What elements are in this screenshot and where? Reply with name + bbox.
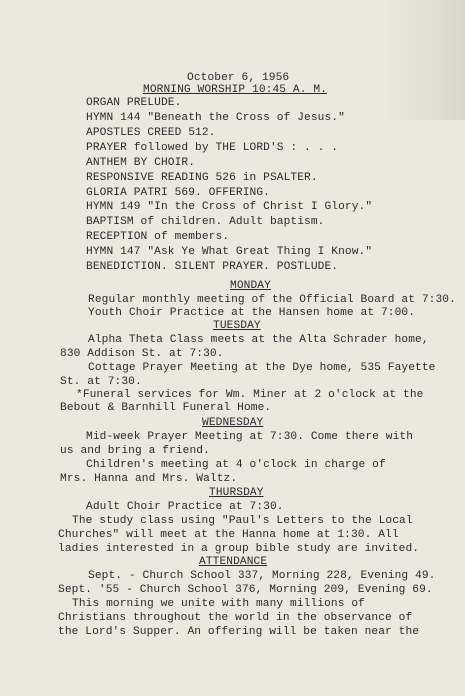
worship-item: HYMN 144 "Beneath the Cross of Jesus.": [86, 112, 345, 124]
worship-item: HYMN 147 "Ask Ye What Great Thing I Know.": [86, 246, 373, 258]
tuesday-line: St. at 7:30.: [60, 376, 142, 388]
tuesday-line: Bebout & Barnhill Funeral Home.: [60, 402, 272, 414]
worship-item: ORGAN PRELUDE.: [86, 97, 182, 109]
thursday-line: ladies interested in a group bible study are invited.: [58, 543, 420, 555]
worship-item: RESPONSIVE READING 526 in PSALTER.: [86, 172, 318, 184]
thursday-line: The study class using "Paul's Letters to the Local: [72, 515, 413, 527]
worship-item: RECEPTION of members.: [86, 231, 230, 243]
worship-item: BAPTISM of children. Adult baptism.: [86, 216, 325, 228]
worship-item: PRAYER followed by THE LORD'S : . . .: [86, 142, 339, 154]
attendance-line: the Lord's Supper. An offering will be taken near the: [58, 626, 420, 638]
wednesday-line: Mrs. Hanna and Mrs. Waltz.: [60, 473, 238, 485]
tuesday-line: Cottage Prayer Meeting at the Dye home, 535 Fayette: [88, 362, 436, 374]
worship-item: APOSTLES CREED 512.: [86, 127, 216, 139]
bleed-through-shadow: [385, 0, 465, 120]
monday-line: Regular monthly meeting of the Official Board at 7:30.: [88, 294, 456, 306]
tuesday-line: 830 Addison St. at 7:30.: [60, 348, 224, 360]
wednesday-line: us and bring a friend.: [60, 445, 210, 457]
tuesday-heading: TUESDAY: [213, 320, 261, 332]
worship-item: ANTHEM BY CHOIR.: [86, 157, 196, 169]
wednesday-line: Mid-week Prayer Meeting at 7:30. Come there with: [86, 431, 414, 443]
attendance-line: This morning we unite with many millions of: [72, 598, 365, 610]
thursday-line: Churches" will meet at the Hanna home at 1:30. All: [58, 529, 399, 541]
monday-line: Youth Choir Practice at the Hansen home at 7:00.: [88, 307, 416, 319]
thursday-heading: THURSDAY: [209, 487, 264, 499]
tuesday-line: Alpha Theta Class meets at the Alta Schrader home,: [88, 334, 429, 346]
service-heading: MORNING WORSHIP 10:45 A. M.: [143, 84, 327, 96]
wednesday-heading: WEDNESDAY: [202, 417, 264, 429]
worship-item: BENEDICTION. SILENT PRAYER. POSTLUDE.: [86, 261, 339, 273]
attendance-line: Sept. - Church School 337, Morning 228, Evening 49.: [88, 570, 436, 582]
worship-item: HYMN 149 "In the Cross of Christ I Glory.": [86, 201, 373, 213]
bulletin-date: October 6, 1956: [187, 72, 290, 84]
worship-item: GLORIA PATRI 569. OFFERING.: [86, 187, 270, 199]
attendance-heading: ATTENDANCE: [199, 556, 268, 568]
wednesday-line: Children's meeting at 4 o'clock in charge of: [86, 459, 386, 471]
monday-heading: MONDAY: [230, 280, 271, 292]
tuesday-line: *Funeral services for Wm. Miner at 2 o'clock at the: [76, 389, 424, 401]
thursday-line: Adult Choir Practice at 7:30.: [86, 501, 284, 513]
attendance-line: Christians throughout the world in the observance of: [58, 612, 413, 624]
attendance-line: Sept. '55 - Church School 376, Morning 209, Evening 69.: [58, 584, 433, 596]
